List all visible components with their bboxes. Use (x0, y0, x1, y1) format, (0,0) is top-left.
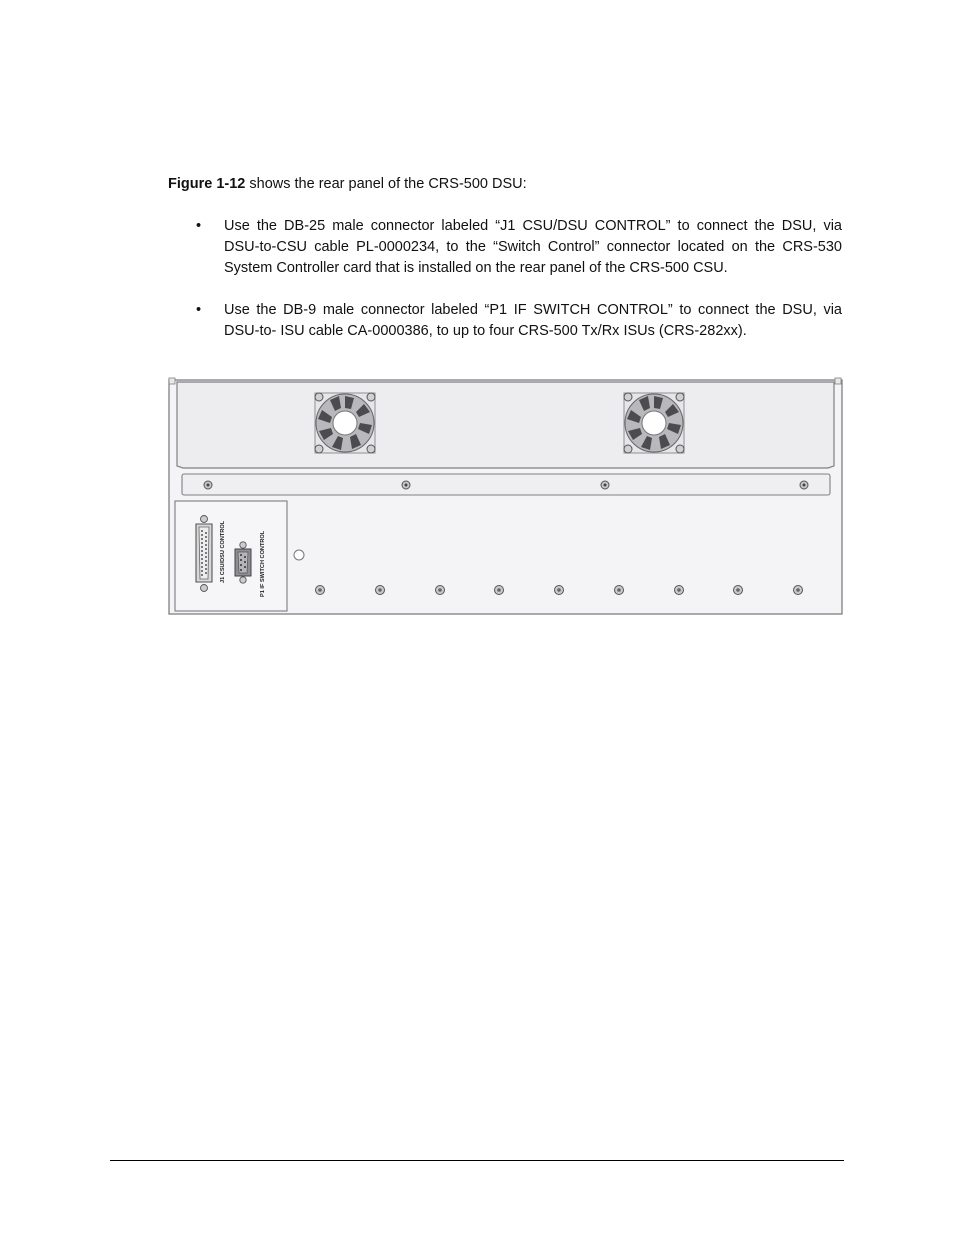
intro-text: shows the rear panel of the CRS-500 DSU: (245, 176, 527, 192)
rear-panel-figure (168, 376, 844, 616)
screw-icon (615, 586, 624, 595)
bullet-item-j1 (196, 216, 842, 279)
fan-panel (177, 382, 834, 468)
indicator-hole (294, 550, 304, 560)
intro-paragraph (168, 174, 527, 195)
connector-card (175, 501, 287, 611)
bullet-text: Use the DB-9 male connector labeled “P1 IF SWITCH CONTROL” to connect the DSU, via DSU-to- ISU cable CA-0000386, to up to four CRS-500 Tx/Rx ISUs (CRS-282xx). (224, 302, 842, 339)
screw-icon (800, 481, 808, 489)
bullet-item-p1 (196, 300, 842, 342)
bullet-icon: • (196, 302, 202, 318)
screw-icon (675, 586, 684, 595)
figure-reference: Figure 1-12 (168, 176, 246, 192)
screw-icon (601, 481, 609, 489)
footer-divider (110, 1160, 844, 1161)
bullet-icon: • (196, 218, 202, 234)
screw-icon (316, 586, 325, 595)
screw-icon (734, 586, 743, 595)
screw-icon (555, 586, 564, 595)
j1-label: J1 CSU/DSU CONTROL (220, 520, 226, 583)
screw-icon (495, 586, 504, 595)
screw-strip (182, 474, 830, 495)
bullet-text: Use the DB-25 male connector labeled “J1 CSU/DSU CONTROL” to connect the DSU, via DSU-to-CSU cable PL-0000234, to the “Switch Control” connector located on the CRS-530 System Controller card that is installed on the rear panel of the CRS-500 CSU. (224, 218, 842, 276)
db25-connector-icon (196, 516, 212, 592)
screw-icon (204, 481, 212, 489)
fan-icon (624, 393, 684, 453)
screw-icon (436, 586, 445, 595)
screw-icon (402, 481, 410, 489)
screw-icon (376, 586, 385, 595)
p1-label: P1 IF SWITCH CONTROL (260, 530, 266, 597)
screw-icon (794, 586, 803, 595)
fan-icon (315, 393, 375, 453)
